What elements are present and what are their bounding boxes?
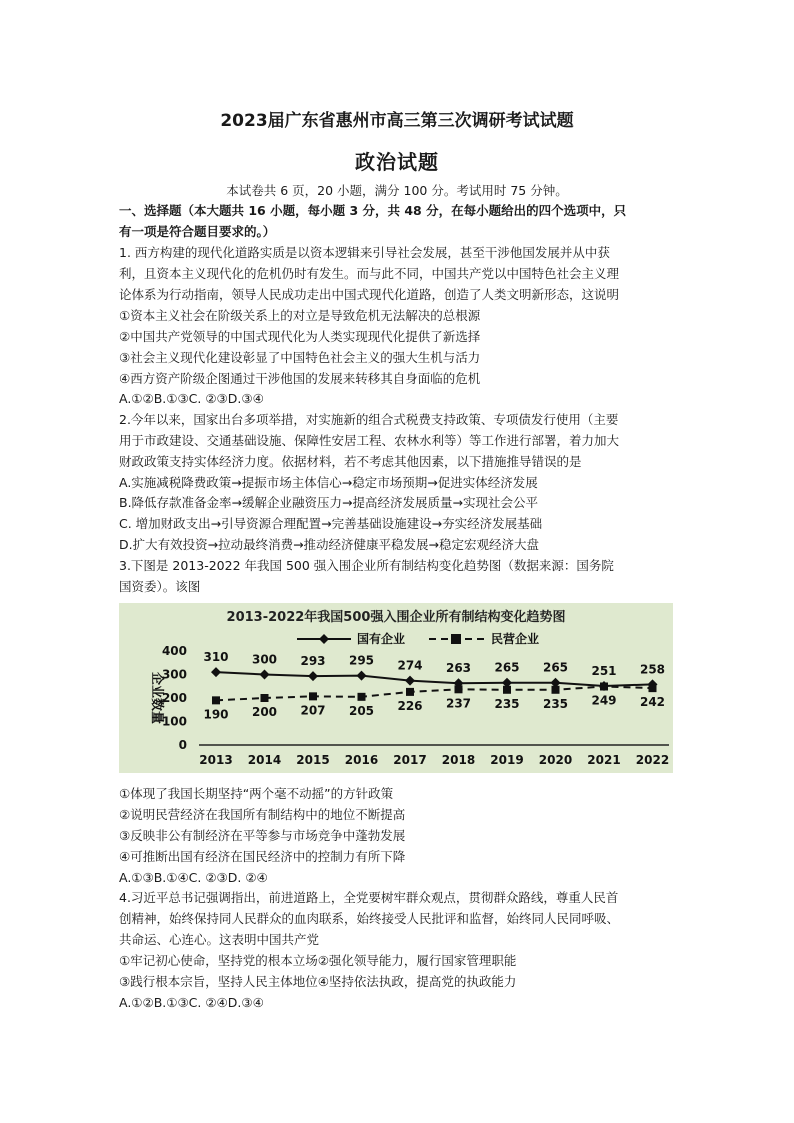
- ownership-trend-chart: [119, 603, 673, 773]
- q2-option: D.扩大有效投资→拉动最终消费→推动经济健康平稳发展→稳定宏观经济大盘: [119, 537, 540, 552]
- y-tick-label: 0: [178, 738, 187, 752]
- exam-info: 本试卷共 6 页，20 小题，满分 100 分。考试用时 75 分钟。: [226, 183, 568, 198]
- x-tick-label: 2014: [247, 753, 282, 767]
- series-line-state: [216, 672, 653, 686]
- point-private: [600, 682, 608, 690]
- q2-stem: 财政政策支持实体经济力度。依据材料，若不考虑其他因素，以下措施推导错误的是: [119, 454, 582, 469]
- x-tick-label: 2018: [441, 753, 476, 767]
- q2-option: B.降低存款准备金率→缓解企业融资压力→提高经济发展质量→实现社会公平: [119, 495, 538, 510]
- q3-options: A.①③B.①④C. ②③D. ②④: [119, 870, 268, 885]
- point-private: [309, 692, 317, 700]
- data-label-private: 249: [591, 693, 617, 708]
- legend-label-state: 国有企业: [357, 632, 406, 646]
- point-state: [357, 671, 367, 681]
- subject-title: 政治试题: [355, 150, 439, 174]
- q2-option: A.实施减税降费政策→提振市场主体信心→稳定市场预期→促进实体经济发展: [119, 475, 538, 490]
- data-label-private: 242: [639, 695, 666, 710]
- point-private: [552, 686, 560, 694]
- q1-stem: 利，且资本主义现代化的危机仍时有发生。而与此不同，中国共产党以中国特色社会主义理: [119, 266, 620, 281]
- q4-stem: 创精神，始终保持同人民群众的血肉联系，始终接受人民批评和监督，始终同人民同呼吸、: [119, 911, 620, 926]
- q1-options: A.①②B.①③C. ②③D.③④: [119, 391, 264, 406]
- x-tick-label: 2013: [199, 753, 233, 767]
- q1-item: ③社会主义现代化建设彰显了中国特色社会主义的强大生机与活力: [119, 350, 481, 365]
- q3-item: ③反映非公有制经济在平等参与市场竞争中蓬勃发展: [119, 828, 406, 843]
- data-label-state: 258: [639, 662, 666, 677]
- chart-title: 2013-2022年我国500强入围企业所有制结构变化趋势图: [226, 610, 566, 625]
- q1-stem: 论体系为行动指南，领导人民成功走出中国式现代化道路，创造了人类文明新形态，这说明: [119, 287, 620, 302]
- data-label-private: 190: [203, 707, 229, 722]
- q1-item: ②中国共产党领导的中国式现代化为人类实现现代化提供了新选择: [119, 329, 481, 344]
- y-axis-label: 企业数量: [149, 671, 164, 725]
- point-private: [261, 694, 269, 702]
- x-tick-label: 2016: [344, 753, 379, 767]
- chart-series: [203, 650, 665, 721]
- q4-options: A.①②B.①③C. ②④D.③④: [119, 995, 264, 1010]
- data-label-state: 265: [542, 660, 569, 675]
- section-heading-cont: 有一项是符合题目要求的。）: [119, 224, 276, 239]
- y-tick-label: 400: [161, 644, 187, 658]
- point-private: [503, 686, 511, 694]
- chart-legend: [297, 631, 539, 646]
- q3-stem: 国资委）。该图: [119, 579, 201, 594]
- data-label-state: 293: [300, 654, 326, 669]
- q1-item: ①资本主义社会在阶级关系上的对立是导致危机无法解决的总根源: [119, 308, 481, 323]
- data-label-state: 263: [445, 661, 472, 676]
- q1-item: ④西方资产阶级企图通过干涉他国的发展来转移其自身面临的危机: [119, 371, 481, 386]
- point-state: [405, 676, 415, 686]
- data-label-private: 205: [348, 703, 375, 718]
- point-private: [406, 688, 414, 696]
- q4-item: ③践行根本宗旨，坚持人民主体地位④坚持依法执政，提高党的执政能力: [119, 974, 517, 989]
- data-label-private: 235: [542, 696, 569, 711]
- data-label-state: 310: [203, 650, 229, 665]
- q3-item: ②说明民营经济在我国所有制结构中的地位不断提高: [119, 807, 406, 822]
- point-private: [649, 684, 657, 692]
- y-axis-ticks: [162, 644, 187, 752]
- x-tick-label: 2017: [393, 753, 427, 767]
- point-state: [308, 671, 318, 681]
- data-label-private: 200: [251, 705, 278, 719]
- legend-marker-state: [319, 634, 329, 644]
- data-label-state: 300: [251, 652, 278, 667]
- data-label-private: 207: [300, 703, 326, 718]
- q3-stem: 3.下图是 2013-2022 年我国 500 强入围企业所有制结构变化趋势图（数据来源：国务院: [119, 558, 614, 573]
- point-state: [211, 667, 221, 677]
- section-heading: 一、选择题（本大题共 16 小题，每小题 3 分，共 48 分，在每小题给出的四个选项中，只: [119, 203, 627, 218]
- legend-marker-private: [451, 634, 461, 644]
- q3-item: ①体现了我国长期坚持“两个毫不动摇”的方针政策: [119, 786, 394, 801]
- data-label-state: 265: [494, 660, 520, 675]
- x-tick-label: 2021: [587, 753, 621, 767]
- q1-stem: 1. 西方构建的现代化道路实质是以资本逻辑来引导社会发展，甚至干涉他国发展并从中获: [119, 245, 610, 260]
- y-tick-label: 200: [161, 691, 187, 705]
- q4-stem: 4.习近平总书记强调指出，前进道路上，全党要树牢群众观点，贯彻群众路线，尊重人民首: [119, 890, 619, 905]
- legend-label-private: 民营企业: [491, 632, 540, 646]
- series-line-private: [216, 686, 653, 700]
- point-private: [455, 685, 463, 693]
- data-label-state: 295: [348, 653, 375, 668]
- data-label-private: 237: [445, 696, 472, 711]
- x-tick-label: 2020: [538, 753, 573, 767]
- y-tick-label: 300: [161, 667, 187, 682]
- chart-svg: [119, 603, 673, 773]
- q4-stem: 共命运、心连心。这表明中国共产党: [119, 932, 320, 947]
- data-label-state: 251: [591, 664, 617, 679]
- q4-item: ①牢记初心使命，坚持党的根本立场②强化领导能力，履行国家管理职能: [119, 953, 517, 968]
- exam-title: 2023届广东省惠州市高三第三次调研考试试题: [220, 111, 574, 131]
- x-axis-ticks: [199, 753, 669, 767]
- y-tick-label: 100: [161, 714, 187, 729]
- point-state: [260, 670, 270, 680]
- q3-item: ④可推断出国有经济在国民经济中的控制力有所下降: [119, 849, 406, 864]
- data-label-private: 226: [397, 698, 423, 713]
- point-private: [212, 696, 220, 704]
- x-tick-label: 2019: [490, 753, 524, 767]
- data-label-state: 274: [397, 658, 423, 673]
- q2-option: C. 增加财政支出→引导资源合理配置→完善基础设施建设→夯实经济发展基础: [119, 516, 543, 531]
- q2-stem: 2.今年以来，国家出台多项举措，对实施新的组合式税费支持政策、专项债发行使用（主要: [119, 412, 619, 427]
- q2-stem: 用于市政建设、交通基础设施、保障性安居工程、农林水利等）等工作进行部署，着力加大: [119, 433, 620, 448]
- data-label-private: 235: [494, 696, 520, 711]
- x-tick-label: 2022: [635, 753, 670, 767]
- x-tick-label: 2015: [296, 753, 330, 767]
- point-private: [358, 693, 366, 701]
